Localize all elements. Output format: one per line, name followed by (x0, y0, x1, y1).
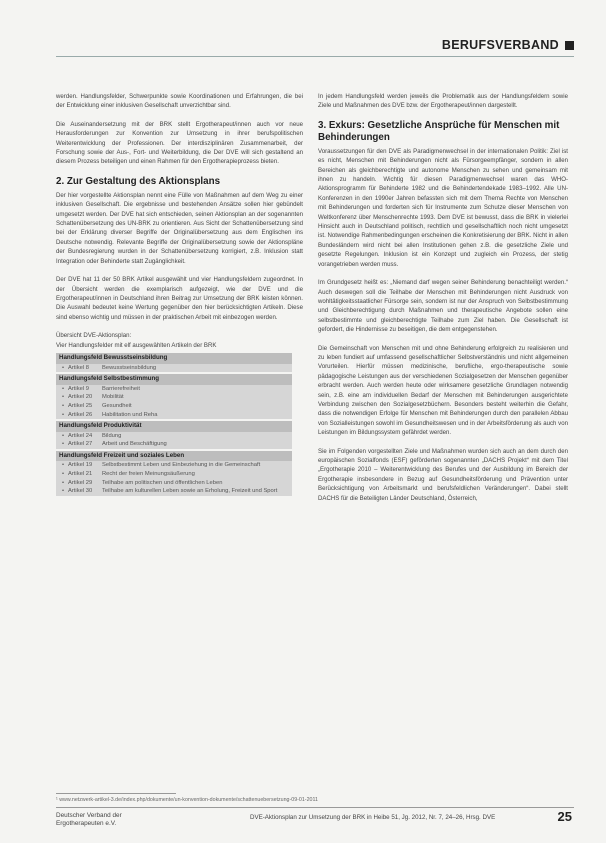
article-number: Artikel 21 (68, 471, 93, 478)
article-title: Habilitation und Reha (102, 411, 158, 418)
left-paragraph-4: Der DVE hat 11 der 50 BRK Artikel ausgewählt und vier Handlungsfeldern zugeordnet. In der Übersicht werden die exemplarisch aufgezeigt, wie der DVE und die Ergotherapeut/innen in Deutschland ihren Beitrag zur Umsetzung der BRK leisten können. Die Auswahl bedeutet keine Wertung gegenüber den hier berücksichtigten Artikeln. Diese sind ebenso wichtig und müssen in der praktischen Arbeit mit einbezogen werden. (56, 276, 303, 321)
action-plan-table (56, 353, 292, 496)
article-number: Artikel 8 (68, 364, 89, 371)
footnote: ¹ www.netzwerk-artikel-3.de/index.php/dokumente/un-konvention-dokumente/schattenuebersetzung-09-01-2011 (56, 797, 318, 803)
footer-org-line-1: Deutscher Verband der (56, 812, 122, 819)
article-number: Artikel 9 (68, 385, 89, 392)
table-row (56, 487, 292, 496)
bullet: • (62, 488, 65, 495)
right-paragraph-1: In jedem Handlungsfeld werden jeweils die Problematik aus der Handlungsfeldern sowie Ziele und Maßnahmen des DVE bzw. der Ergotherapeut/innen dargestellt. (318, 93, 568, 110)
article-title: Teilhabe am politischen und öffentlichen Leben (102, 479, 223, 486)
article-number: Artikel 30 (68, 488, 93, 495)
overview-caption-subtitle: Vier Handlungsfelder mit elf ausgewählten Artikeln der BRK (56, 341, 217, 349)
section-heading-3: 3. Exkurs: Gesetzliche Ansprüche für Menschen mit Behinderungen (318, 119, 560, 143)
table-group (56, 451, 292, 496)
bullet: • (62, 394, 65, 401)
table-row (56, 402, 292, 411)
right-paragraph-2: Voraussetzungen für den DVE als Paradigmenwechsel in der internationalen Politik: Ziel ist es nicht, Menschen mit Behinderungen nicht als Fürsorgeempfänger, sondern in allen Bereichen als gleichberechtigte und autonome Menschen zu sehen und gemeinsam mit ihnen zu handeln. Wichtig für diesen Paradigmenwechsel waren das WHO-Aktionsprogramm für Behinderte 1982 und die Behindertendekade 1983–1992. Alle UN-Konferenzen in den 1990er Jahren befassten sich mit dem Thema Rechte von Menschen mit Behinderungen und forderten sich für Instrumente zum Schutze dieser Menschen von Weltkonferenz über Menschenrechte 1993. Dem DVE ist bewusst, dass die BRK in vielerlei Hinsicht auch in Deutschland politisch, rechtlich und gesellschaftlich noch nicht umgesetzt ist. Notwendige Rahmenbedingungen erscheinen die Konkretisierung der BRK. Nicht in allen Bundesländern wird nicht bei allen Institutionen gehen z.B. die gesetzliche Ziele und gesetzte Regelungen. Inklusion ist ein Konzept und zugleich ein Prozess, der stetig vorangetrieben werden muss. (318, 147, 568, 268)
article-title: Gesundheit (102, 402, 132, 409)
table-row (56, 385, 292, 394)
table-group-title: Handlungsfeld Produktivität (56, 421, 292, 432)
left-paragraph-1: werden. Handlungsfelder, Schwerpunkte sowie Koordinationen und Erfahrungen, die bei der Entwicklung einer inklusiven Gesellschaft unverzichtbar sind. (56, 93, 303, 110)
table-row (56, 470, 292, 479)
table-group (56, 353, 292, 372)
section-header (442, 38, 574, 52)
bullet: • (62, 411, 65, 418)
overview-caption (56, 331, 303, 350)
right-paragraph-4: Die Gemeinschaft von Menschen mit und ohne Behinderung erfolgreich zu realisieren und zu leben fundiert auf umfassend gesellschaftlicher Selbstverständnis und nicht allgemeinen Vorurteilen. Hierfür müssen medizinische, berufliche, ergo-therapeutische sowie pädagogische Leistungen aus der verschiedenen Sozialgesetzen der Menschen gegenüber erbracht werden. Auch werden heute oder wirksamere gesetzliche Grundlagen notwendig sein, z.B. eine am individuellen Bedarf der Menschen mit Behinderungen ausgerichtete Verbindung zwischen den Sozialgesetzbüchern. Besonders besteht weiterhin die Gefahr, dass die notwendigen Erfolge für Menschen mit Behinderungen durch den parallelen Abbau von Sozialleistungen sowohl im Gesundheitswesen und in der Arbeitsförderung als auch von Leistungen im Bildungssystem gefährdet werden. (318, 344, 568, 437)
article-number: Artikel 27 (68, 441, 93, 448)
square-icon (565, 41, 574, 50)
left-paragraph-3: Der hier vorgestellte Aktionsplan nennt eine Fülle von Maßnahmen auf dem Weg zu einer inklusiven Gesellschaft. Die ergebnisse und bestehenden Ansätze sollen hier gebündelt umgesetzt werden. Der DVE hat sich entschieden, seinen Aktionsplan an der sogenannten Schattenübersetzung des UN-BRK zu orientieren. Aus Sicht der Schattenübersetzung sind bei der Erklärung diverser Begriffe der Originalübersetzung aus dem Englischen ins Deutsche notwendig. Relevante Begriffe der Originalübersetzung sowie der Aktionspläne der Bundesregierung wurden in der Schattenübersetzung korrigiert, z.B. Inklusion statt Integration oder Behinderte statt Zugänglichkeit. (56, 191, 303, 265)
table-row (56, 364, 292, 373)
article-number: Artikel 26 (68, 411, 93, 418)
table-row (56, 440, 292, 449)
bullet: • (62, 471, 65, 478)
table-row (56, 411, 292, 420)
right-paragraph-3: Im Grundgesetz heißt es: „Niemand darf wegen seiner Behinderung benachteiligt werden.“ Auch deswegen soll die Teilhabe der Menschen mit Behinderungen nicht Ausdruck von wohltätigkeitsstaatlicher Fürsorge sein, sondern ist nur der Anspruch von Selbstbestimmung und Gleichberechtigung durch Maßnahmen und therapeutische Angebote sollen eine selbstbestimmte und gleichberechtigte Teilhabe zum Ziel haben. Die Gesellschaft ist gefordert, die Hindernisse zu beseitigen, die dem entgegenstehen. (318, 279, 568, 334)
table-row (56, 479, 292, 488)
section-heading-2: 2. Zur Gestaltung des Aktionsplans (56, 175, 221, 187)
overview-caption-title: Übersicht DVE-Aktionsplan: (56, 332, 132, 340)
header-divider (56, 56, 574, 57)
article-title: Teilhabe am kulturellen Leben sowie an Erholung, Freizeit und Sport (102, 488, 278, 495)
footer-org-line-2: Ergotherapeuten e.V. (56, 820, 117, 827)
section-header-title: BERUFSVERBAND (441, 38, 559, 52)
article-title: Mobilität (102, 394, 124, 401)
article-title: Bildung (102, 432, 122, 439)
article-number: Artikel 25 (68, 402, 93, 409)
right-paragraph-5: Sie im Folgenden vorgestellten Ziele und Maßnahmen wurden sich auch an dem durch den europäischen Sozialfonds (ESF) geförderten sogenannten „DACHS Projekt“ mit dem Titel „Ergotherapie 2010 – Weiterentwicklung des Berufes und der Ausbildung im Bereich der Ergotherapie insbesondere in Bezug auf Gesundheitsförderung und Prävention unter Berücksichtigung von Arbeitsmarkt und berufsfeldlichen Veränderungen“. Dabei stellt DACHS für die Beteiligten Länder Deutschland, Österreich, (318, 447, 568, 502)
article-title: Bewusstseinsbildung (102, 364, 157, 371)
right-column (318, 92, 568, 512)
article-number: Artikel 20 (68, 394, 93, 401)
page-number: 25 (557, 809, 572, 824)
article-title: Arbeit und Beschäftigung (102, 441, 167, 448)
left-paragraph-2: Die Auseinandersetzung mit der BRK stellt Ergotherapeut/innen auch vor neue Herausforderungen zur Konvention zur Umsetzung in ihrer berufspolitischen Weiterentwicklung der Professionen. Der interdisziplinären Zusammenarbeit, der Forschung sowie der Aus-, Fort- und Weiterbildung, die Der DVE will sich gestaltend an diesem Prozess beteiligen und einen Rahmen für den Ergotherapieprozess bieten. (56, 120, 303, 166)
article-number: Artikel 24 (68, 432, 93, 439)
article-title: Barrierefreiheit (102, 385, 141, 392)
article-title: Recht der freien Meinungsäußerung (102, 471, 195, 478)
table-row (56, 461, 292, 470)
bullet: • (62, 364, 65, 371)
footer-organization (56, 812, 122, 828)
article-number: Artikel 29 (68, 479, 93, 486)
bullet: • (62, 462, 65, 469)
footer-divider (56, 807, 574, 808)
table-row (56, 393, 292, 402)
table-group (56, 421, 292, 449)
footnote-divider (56, 793, 176, 794)
bullet: • (62, 402, 65, 409)
footer-citation: DVE-Aktionsplan zur Umsetzung der BRK in Heibe 51, Jg. 2012, Nr. 7, 24–26, Hrsg. DVE (250, 814, 496, 821)
bullet: • (62, 385, 65, 392)
table-group (56, 374, 292, 419)
left-column (56, 92, 303, 498)
table-group-title: Handlungsfeld Selbstbestimmung (56, 374, 292, 385)
article-number: Artikel 19 (68, 462, 93, 469)
bullet: • (62, 432, 65, 439)
bullet: • (62, 479, 65, 486)
article-title: Selbstbestimmt Leben und Einbeziehung in die Gemeinschaft (102, 462, 261, 469)
table-group-title: Handlungsfeld Bewusstseinsbildung (56, 353, 292, 364)
bullet: • (62, 441, 65, 448)
table-group-title: Handlungsfeld Freizeit und soziales Leben (56, 451, 292, 462)
table-row (56, 432, 292, 441)
